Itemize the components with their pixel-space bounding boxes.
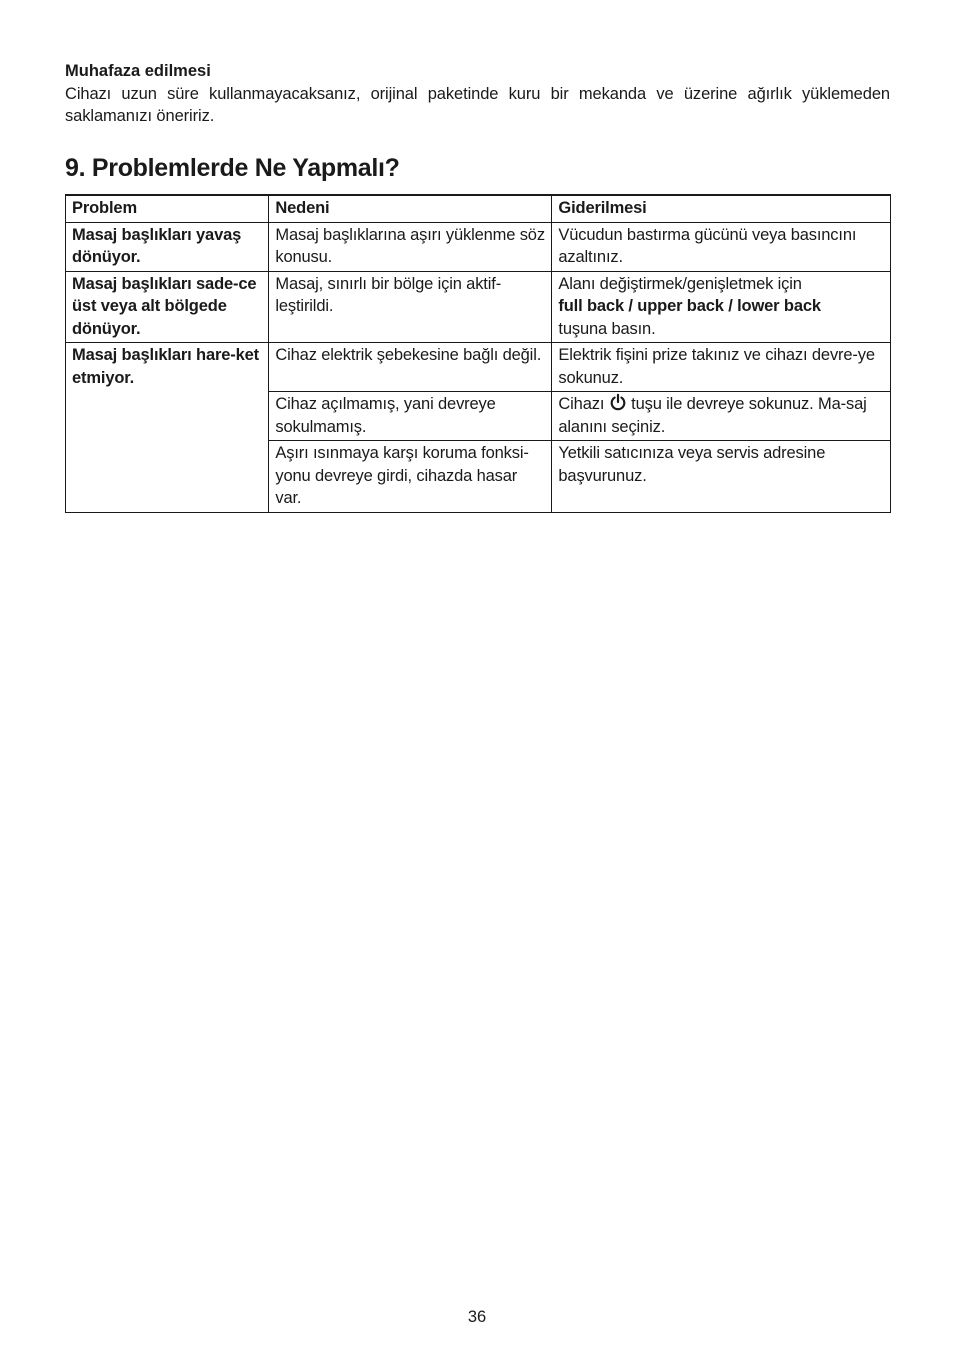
table-header-row — [66, 195, 891, 222]
table-row — [66, 343, 891, 392]
remedy-cell: Vücudun bastırma gücünü veya basıncını azaltınız. — [552, 222, 891, 271]
storage-heading: Muhafaza edilmesi — [65, 62, 211, 80]
problem-cell: Masaj başlıkları sade-ce üst veya alt bölgede dönüyor. — [66, 271, 269, 343]
remedy-cell: Elektrik fişini prize takınız ve cihazı devre-ye sokunuz. — [552, 343, 891, 392]
remedy-text: tuşu ile devreye sokunuz. Ma-saj alanını seçiniz. — [558, 395, 867, 436]
page-number: 36 — [467, 1308, 487, 1326]
cause-cell: Masaj, sınırlı bir bölge için aktif-leştirildi. — [269, 271, 552, 343]
problem-cell: Masaj başlıkları yavaş dönüyor. — [66, 222, 269, 271]
table-row — [66, 271, 891, 343]
remedy-text: Cihazı — [558, 395, 605, 413]
power-icon — [609, 393, 627, 412]
storage-text: Cihazı uzun süre kullanmayacaksanız, orijinal paketinde kuru bir mekanda ve üzerine ağırlık yüklemeden saklamanızı öneririz. — [65, 85, 890, 125]
mode-keys-label: full back / upper back / lower back — [558, 297, 821, 315]
remedy-cell — [552, 271, 891, 343]
remedy-cell: Yetkili satıcınıza veya servis adresine başvurunuz. — [552, 441, 891, 513]
section-title: 9. Problemlerde Ne Yapmalı? — [65, 154, 400, 182]
remedy-cell — [552, 392, 891, 441]
remedy-text: Alanı değiştirmek/genişletmek için — [558, 274, 802, 293]
cause-cell: Aşırı ısınmaya karşı koruma fonksi-yonu devreye girdi, cihazda hasar var. — [269, 441, 552, 513]
table-row — [66, 222, 891, 271]
remedy-text: tuşuna basın. — [558, 319, 656, 338]
header-problem: Problem — [66, 195, 269, 222]
cause-cell: Masaj başlıklarına aşırı yüklenme söz konusu. — [269, 222, 552, 271]
page-content — [65, 60, 890, 507]
cause-cell: Cihaz elektrik şebekesine bağlı değil. — [269, 343, 552, 392]
problem-cell: Masaj başlıkları hare-ket etmiyor. — [66, 343, 269, 513]
header-remedy: Giderilmesi — [552, 195, 891, 222]
troubleshooting-table — [65, 194, 891, 513]
cause-cell: Cihaz açılmamış, yani devreye sokulmamış. — [269, 392, 552, 441]
header-cause: Nedeni — [269, 195, 552, 222]
